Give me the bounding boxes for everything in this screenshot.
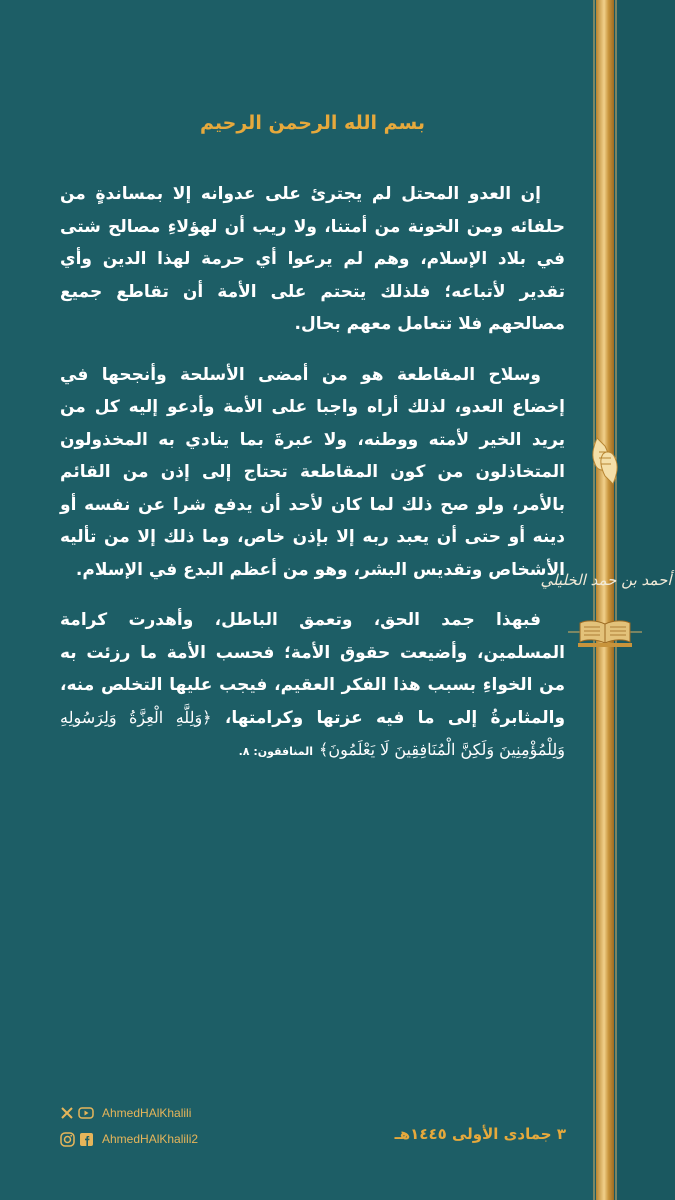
social-handle-1[interactable]: AhmedHAlKhalili bbox=[102, 1106, 192, 1120]
paragraph-2: وسلاح المقاطعة هو من أمضى الأسلحة وأنجحها في إخضاع العدو، لذلك أراه واجبا على الأمة وأدعو إليه كل من يريد الخير لأمته ووطنه، ولا عبرةَ بما ينادي به المخذولون المتخاذلون من كون المقاطعة تحتاج إلى إذن من القائم بالأمر، ولو صح ذلك لما كان لأحد أن يدفع شرا عن نفسه أو دينه أو حتى أن يعبد ربه إلا بإذن خاص، وما ذلك إلا من تأليه الأشخاص وتقديس البشر، وهو من أعظم البدع في الإسلام. bbox=[60, 364, 565, 580]
signature-text: أحمد بن حمد الخليلي bbox=[540, 571, 672, 589]
paragraph-3 bbox=[60, 604, 565, 769]
hijri-date: ٣ جمادى الأولى ١٤٤٥هـ bbox=[394, 1125, 566, 1143]
facebook-icon[interactable] bbox=[79, 1132, 94, 1147]
youtube-icon[interactable] bbox=[78, 1106, 94, 1120]
basmala-heading: بسم الله الرحمن الرحيم bbox=[200, 112, 425, 134]
paragraph-1: إن العدو المحتل لم يجترئ على عدوانه إلا بمساندةٍ من حلفائه ومن الخونة من أمتنا، ولا ريب أن لهؤلاءِ مصالح شتى في بلاد الإسلام، وهم لم يرعوا أي حرمة لهذا الدين وأي تقدير لأتباعه؛ فلذلك يتحتم على الأمة أن تقاطع جميع مصالحهم فلا تتعامل معهم بحال. bbox=[60, 184, 565, 334]
quote-reference: المنافقون: ٨. bbox=[238, 745, 314, 758]
social-handle-2[interactable]: AhmedHAlKhalili2 bbox=[102, 1132, 199, 1146]
social-links bbox=[60, 1102, 260, 1154]
paragraph-3-text: فبهذا جمد الحق، وتعمق الباطل، وأهدرت كرامة المسلمين، وأضيعت حقوق الأمة؛ فحسب الأمة ما رزئت به من الخواءِ بسبب هذا الفكر العقيم، فيجب عليها التخلص منه، والمثابرةُ إلى ما فيه عزتها وكرامتها، bbox=[60, 610, 566, 728]
quran-quote: ﴿وَلِلَّهِ الْعِزَّةُ وَلِرَسُولِهِ وَلِلْمُؤْمِنِينَ وَلَكِنَّ الْمُنَافِقِينَ لَا يَعْلَمُونَ﴾ bbox=[60, 707, 565, 759]
main-content bbox=[60, 112, 565, 787]
social-row-1[interactable] bbox=[60, 1102, 260, 1124]
handshake-icon bbox=[583, 432, 627, 490]
x-icon[interactable] bbox=[60, 1106, 74, 1120]
social-row-2[interactable] bbox=[60, 1128, 260, 1150]
instagram-icon[interactable] bbox=[60, 1132, 75, 1147]
open-book-icon bbox=[566, 614, 644, 650]
